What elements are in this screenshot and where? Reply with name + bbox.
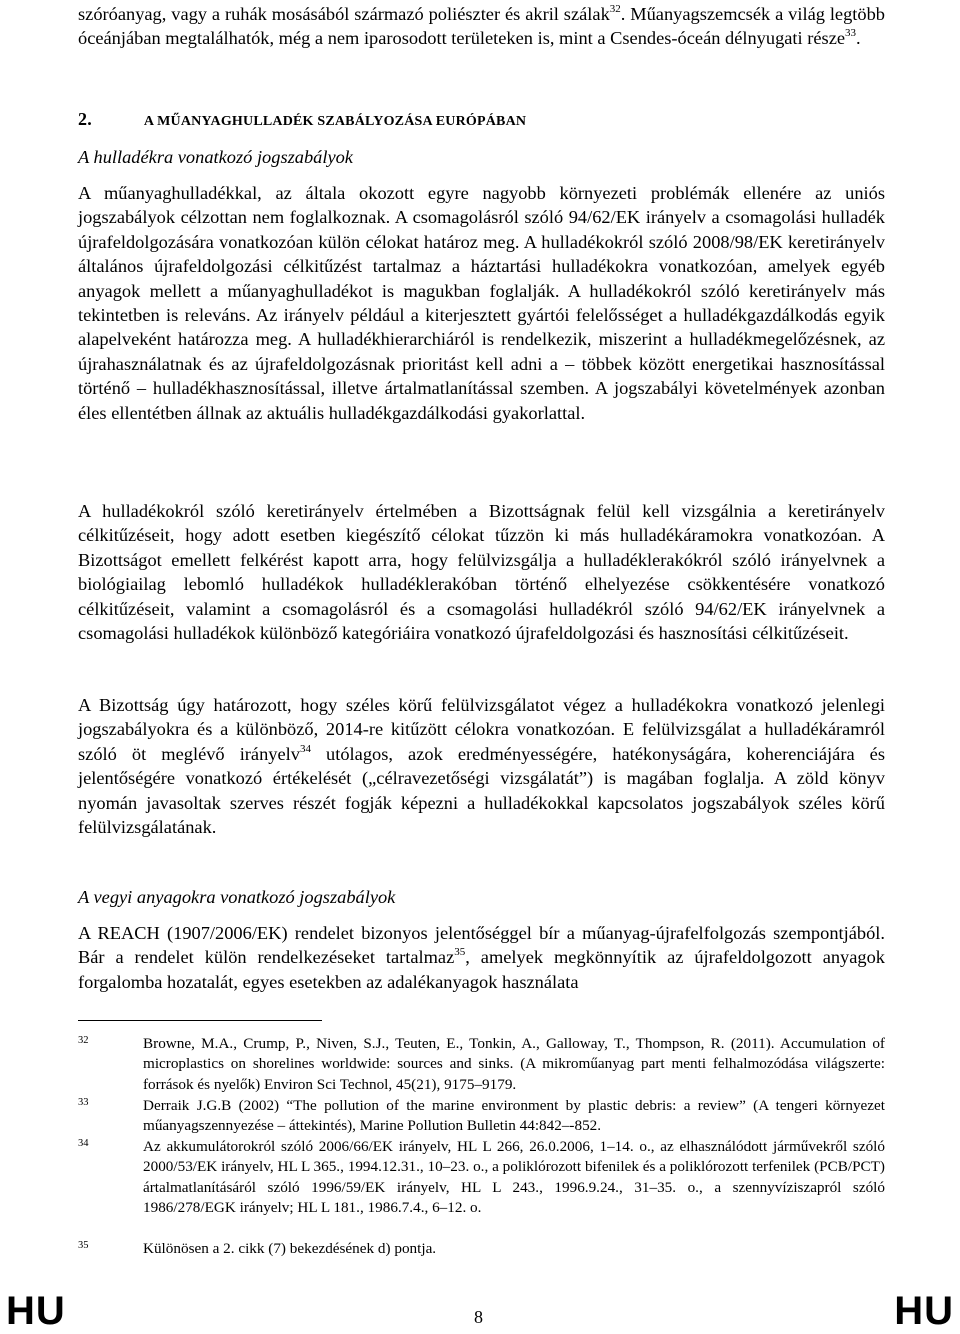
paragraph-3-text-b: utólagos, azok eredményességére, hatékonyságára, koherenciájára és jelentőségére vonatkozó értékelését („célravezetőségi vizsgálatát”) is magában foglalja. A zöld könyv nyomán javasoltak szerves részét fogják képezni a hulladékokkal kapcsolatos jogszabályok széles körű felülvizsgálatának.: [78, 743, 886, 838]
footnote-number: 32: [78, 1035, 89, 1046]
paragraph-1: A műanyaghulladékkal, az általa okozott egyre nagyobb környezeti problémák ellenére az uniós jogszabályok célzottan nem foglalkoznak. A csomagolásról szóló 94/62/EK irányelv a csomagolási hulladék újrafeldolgozására vonatkozóan külön célokat határoz meg. A hulladékokról szóló 2008/98/EK keretirányelv általános újrafeldolgozási célkitűzést tartalmaz a háztartási hulladékokra vonatkozóan, amelyek egyéb anyagok mellett a műanyaghulladékot is magukban foglalják. A hulladékokról szóló keretirányelv más tekintetben is releváns. Az irányelv például a kiterjesztett gyártói felelősséget a hulladékgazdálkodás egyik alapelveként határozza meg. A hulladékhierarchiáról is rendelkezik, miszerint a hulladékmegelőzésnek, az újrahasználatnak és az újrafeldolgozásnak prioritást kell adni a – többek között energetikai hasznosítással történő – hulladékhasznosítással, illetve ártalmatlanítással szemben. A jogszabályi követelmények azonban éles ellentétben állnak az aktuális hulladékgazdálkodási gyakorlattal.: [78, 183, 885, 423]
footnote-number: 34: [78, 1138, 89, 1149]
paragraph-4-text-a: A REACH (1907/2006/EK) rendelet bizonyos jelentőséggel bír a műanyag-újrafelfolgozás szempontjából. Bár a rendelet külön rendelkezéseket tartalmaz: [78, 923, 885, 968]
paragraph-4-text-b: , amelyek megkönnyítik az újrafeldolgozott anyagok forgalomba hozatalát, egyes esetekben az adalékanyagok használata: [78, 947, 885, 992]
paragraph-2: A hulladékokról szóló keretirányelv értelmében a Bizottságnak felül kell vizsgálnia a keretirányelv célkitűzéseit, hogy adott esetben kiegészítő célokat tűzzön ki más hulladékáramokra vonatkozóan. A Bizottságot emellett felkérést kapott arra, hogy felülvizsgálja a hulladéklerakókról szóló irányelvnek a biológiailag lebomló hulladékok hulladéklerakóban történő elhelyezése csökkentésére vonatkozó célkitűzéseit, valamint a csomagolásról és a csomagolási hulladékról szóló 94/62/EK irányelvnek a csomagolási hulladékok különböző kategóriáira vonatkozó újrafeldolgozási és hasznosítási célkitűzéseit.: [78, 501, 885, 644]
intro-paragraph: [78, 2, 885, 51]
intro-text: szóróanyag, vagy a ruhák mosásából származó poliészter és akril szálak: [78, 4, 610, 24]
section-heading: [78, 109, 526, 130]
paragraph-3: [78, 693, 885, 839]
section-title: A MŰANYAGHULLADÉK SZABÁLYOZÁSA EURÓPÁBAN: [143, 114, 527, 129]
footer-language-left: HU: [6, 1289, 66, 1333]
footnote-ref-35[interactable]: 35: [454, 946, 466, 959]
footnote-ref-34[interactable]: 34: [299, 742, 311, 755]
footnote-text: Különösen a 2. cikk (7) bekezdésének d) pontja.: [143, 1240, 437, 1257]
footnote-ref-33[interactable]: 33: [845, 27, 857, 40]
subheading-waste-legislation: A hulladékra vonatkozó jogszabályok: [78, 147, 353, 167]
paragraph-3-text-a: A Bizottság úgy határozott, hogy széles körű felülvizsgálatot végez a hulladékokra vonatkozó jelenlegi jogszabályokra és a különböző, 2014-re kitűzött célokra vonatkozóan. E felülvizsgálat a hulladékáramról szóló öt meglévő irányelv: [78, 695, 885, 764]
footnote-ref-32[interactable]: 32: [609, 3, 621, 15]
footnote-number: 35: [78, 1240, 89, 1251]
intro-text-2: . Műanyagszemcsék a világ legtöbb óceánjában megtalálhatók, még a nem iparosodott területeken is, mint a Csendes-óceán délnyugati része: [78, 4, 885, 49]
footer-language-right: HU: [894, 1289, 954, 1333]
page-number: 8: [474, 1307, 483, 1327]
footnote-number: 33: [78, 1097, 89, 1108]
intro-end: .: [856, 28, 861, 49]
section-number: 2.: [78, 109, 92, 129]
footnote-text: Browne, M.A., Crump, P., Niven, S.J., Teuten, E., Tonkin, A., Galloway, T., Thompson, R. (2011). Accumulation of microplastics on shorelines worldwide: sources and sinks. (A mikroműanyag part menti felhalmozódása világszerte: források és nyelők) Environ Sci Technol, 45(21), 9175–9179.: [143, 1035, 885, 1093]
subheading-chemical-legislation: A vegyi anyagokra vonatkozó jogszabályok: [78, 887, 396, 907]
paragraph-4: [78, 921, 885, 994]
footnote-text: Derraik J.G.B (2002) “The pollution of the marine environment by plastic debris: a review” (A tengeri környezet műanyagszennyezése – áttekintés), Marine Pollution Bulletin 44:842–-852.: [143, 1097, 885, 1135]
footnote-divider: [78, 1020, 322, 1021]
footnote-text: Az akkumulátorokról szóló 2006/66/EK irányelv, HL L 266, 26.0.2006, 1–14. o., az elhasználódott járművekről szóló 2000/53/EK irányelv, HL L 365., 1994.12.31., 10–23. o., a poliklórozott bifenilek és a poliklórozott terfenilek (PCB/PCT) ártalmatlanításáról szóló 1996/59/EK irányelv, HL L 243., 1996.9.24., 31–35. o., a szennyvíziszapról szóló 1986/278/EGK irányelv; HL L 181., 1986.7.4., 6–12. o.: [143, 1138, 885, 1217]
